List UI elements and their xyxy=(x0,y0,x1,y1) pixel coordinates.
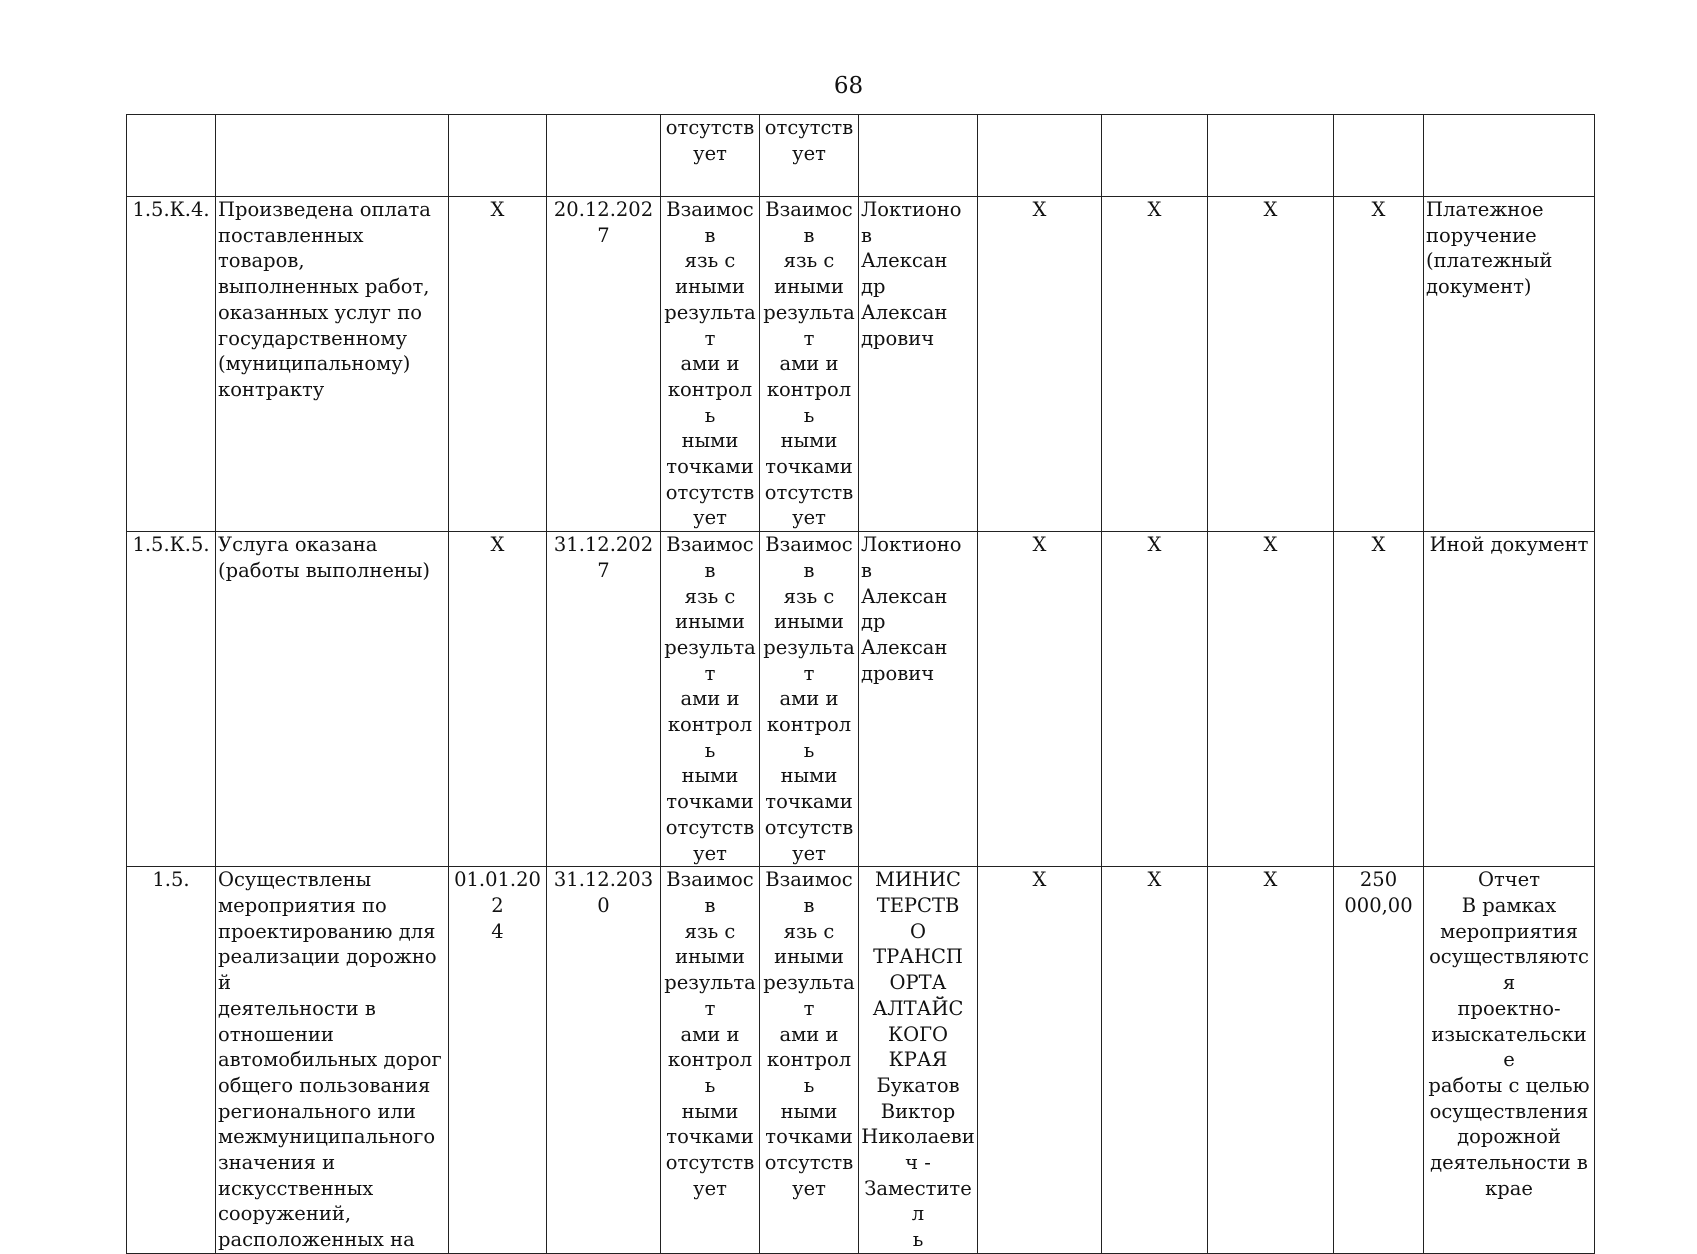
cell-start-date: X xyxy=(449,197,547,532)
table-row xyxy=(127,867,1595,1254)
cell-col-11: X xyxy=(1334,197,1424,532)
cell-col-11 xyxy=(1334,115,1424,197)
cell-name: Произведена оплата поставленных товаров, выполненных работ, оказанных услуг по государственному (муниципальному) контракту xyxy=(216,197,449,532)
cell-col-9: X xyxy=(1102,867,1208,1254)
table-row xyxy=(127,115,1595,197)
cell-document: Отчет В рамках мероприятия осуществляются проектно- изыскательские работы с целью осуществления дорожной деятельности в крае xyxy=(1424,867,1595,1254)
cell-link-predecessor: отсутств ует xyxy=(661,115,760,197)
cell-end-date xyxy=(547,115,661,197)
cell-col-10: X xyxy=(1208,867,1334,1254)
cell-start-date: X xyxy=(449,532,547,867)
cell-link-predecessor: Взаимосв язь с иными результат ами и контроль ными точками отсутств ует xyxy=(661,197,760,532)
cell-link-successor: Взаимосв язь с иными результат ами и контроль ными точками отсутств ует xyxy=(760,197,859,532)
cell-col-10: X xyxy=(1208,532,1334,867)
cell-col-11: 250 000,00 xyxy=(1334,867,1424,1254)
table-row xyxy=(127,532,1595,867)
cell-responsible: Локтионо в Алексан др Алексан дрович xyxy=(859,532,978,867)
cell-col-8 xyxy=(978,115,1102,197)
cell-end-date: 20.12.2027 xyxy=(547,197,661,532)
cell-link-successor: отсутств ует xyxy=(760,115,859,197)
cell-start-date xyxy=(449,115,547,197)
cell-name xyxy=(216,115,449,197)
cell-col-8: X xyxy=(978,867,1102,1254)
cell-link-predecessor: Взаимосв язь с иными результат ами и контроль ными точками отсутств ует xyxy=(661,867,760,1254)
cell-name: Услуга оказана (работы выполнены) xyxy=(216,532,449,867)
page-number: 68 xyxy=(833,73,864,99)
cell-col-9 xyxy=(1102,115,1208,197)
cell-start-date: 01.01.202 4 xyxy=(449,867,547,1254)
cell-col-10 xyxy=(1208,115,1334,197)
cell-end-date: 31.12.2030 xyxy=(547,867,661,1254)
table-row xyxy=(127,197,1595,532)
cell-document: Платежное поручение (платежный документ) xyxy=(1424,197,1595,532)
cell-col-8: X xyxy=(978,532,1102,867)
cell-document: Иной документ xyxy=(1424,532,1595,867)
cell-code xyxy=(127,115,216,197)
cell-code: 1.5. xyxy=(127,867,216,1254)
cell-code: 1.5.К.5. xyxy=(127,532,216,867)
cell-link-successor: Взаимосв язь с иными результат ами и контроль ными точками отсутств ует xyxy=(760,867,859,1254)
cell-link-predecessor: Взаимосв язь с иными результат ами и контроль ными точками отсутств ует xyxy=(661,532,760,867)
cell-responsible xyxy=(859,115,978,197)
cell-document xyxy=(1424,115,1595,197)
cell-end-date: 31.12.2027 xyxy=(547,532,661,867)
control-points-table xyxy=(126,114,1595,1254)
cell-col-9: X xyxy=(1102,532,1208,867)
cell-responsible: Локтионо в Алексан др Алексан дрович xyxy=(859,197,978,532)
cell-col-9: X xyxy=(1102,197,1208,532)
cell-name: Осуществлены мероприятия по проектированию для реализации дорожной деятельности в отношении автомобильных дорог общего пользования регионального или межмуниципального значения и искусственных сооружений, расположенных на xyxy=(216,867,449,1254)
cell-responsible: МИНИС ТЕРСТВ О ТРАНСП ОРТА АЛТАЙС КОГО КРАЯ Букатов Виктор Николаеви ч - Заместител ь xyxy=(859,867,978,1254)
cell-link-successor: Взаимосв язь с иными результат ами и контроль ными точками отсутств ует xyxy=(760,532,859,867)
cell-col-10: X xyxy=(1208,197,1334,532)
cell-code: 1.5.К.4. xyxy=(127,197,216,532)
cell-col-11: X xyxy=(1334,532,1424,867)
cell-col-8: X xyxy=(978,197,1102,532)
